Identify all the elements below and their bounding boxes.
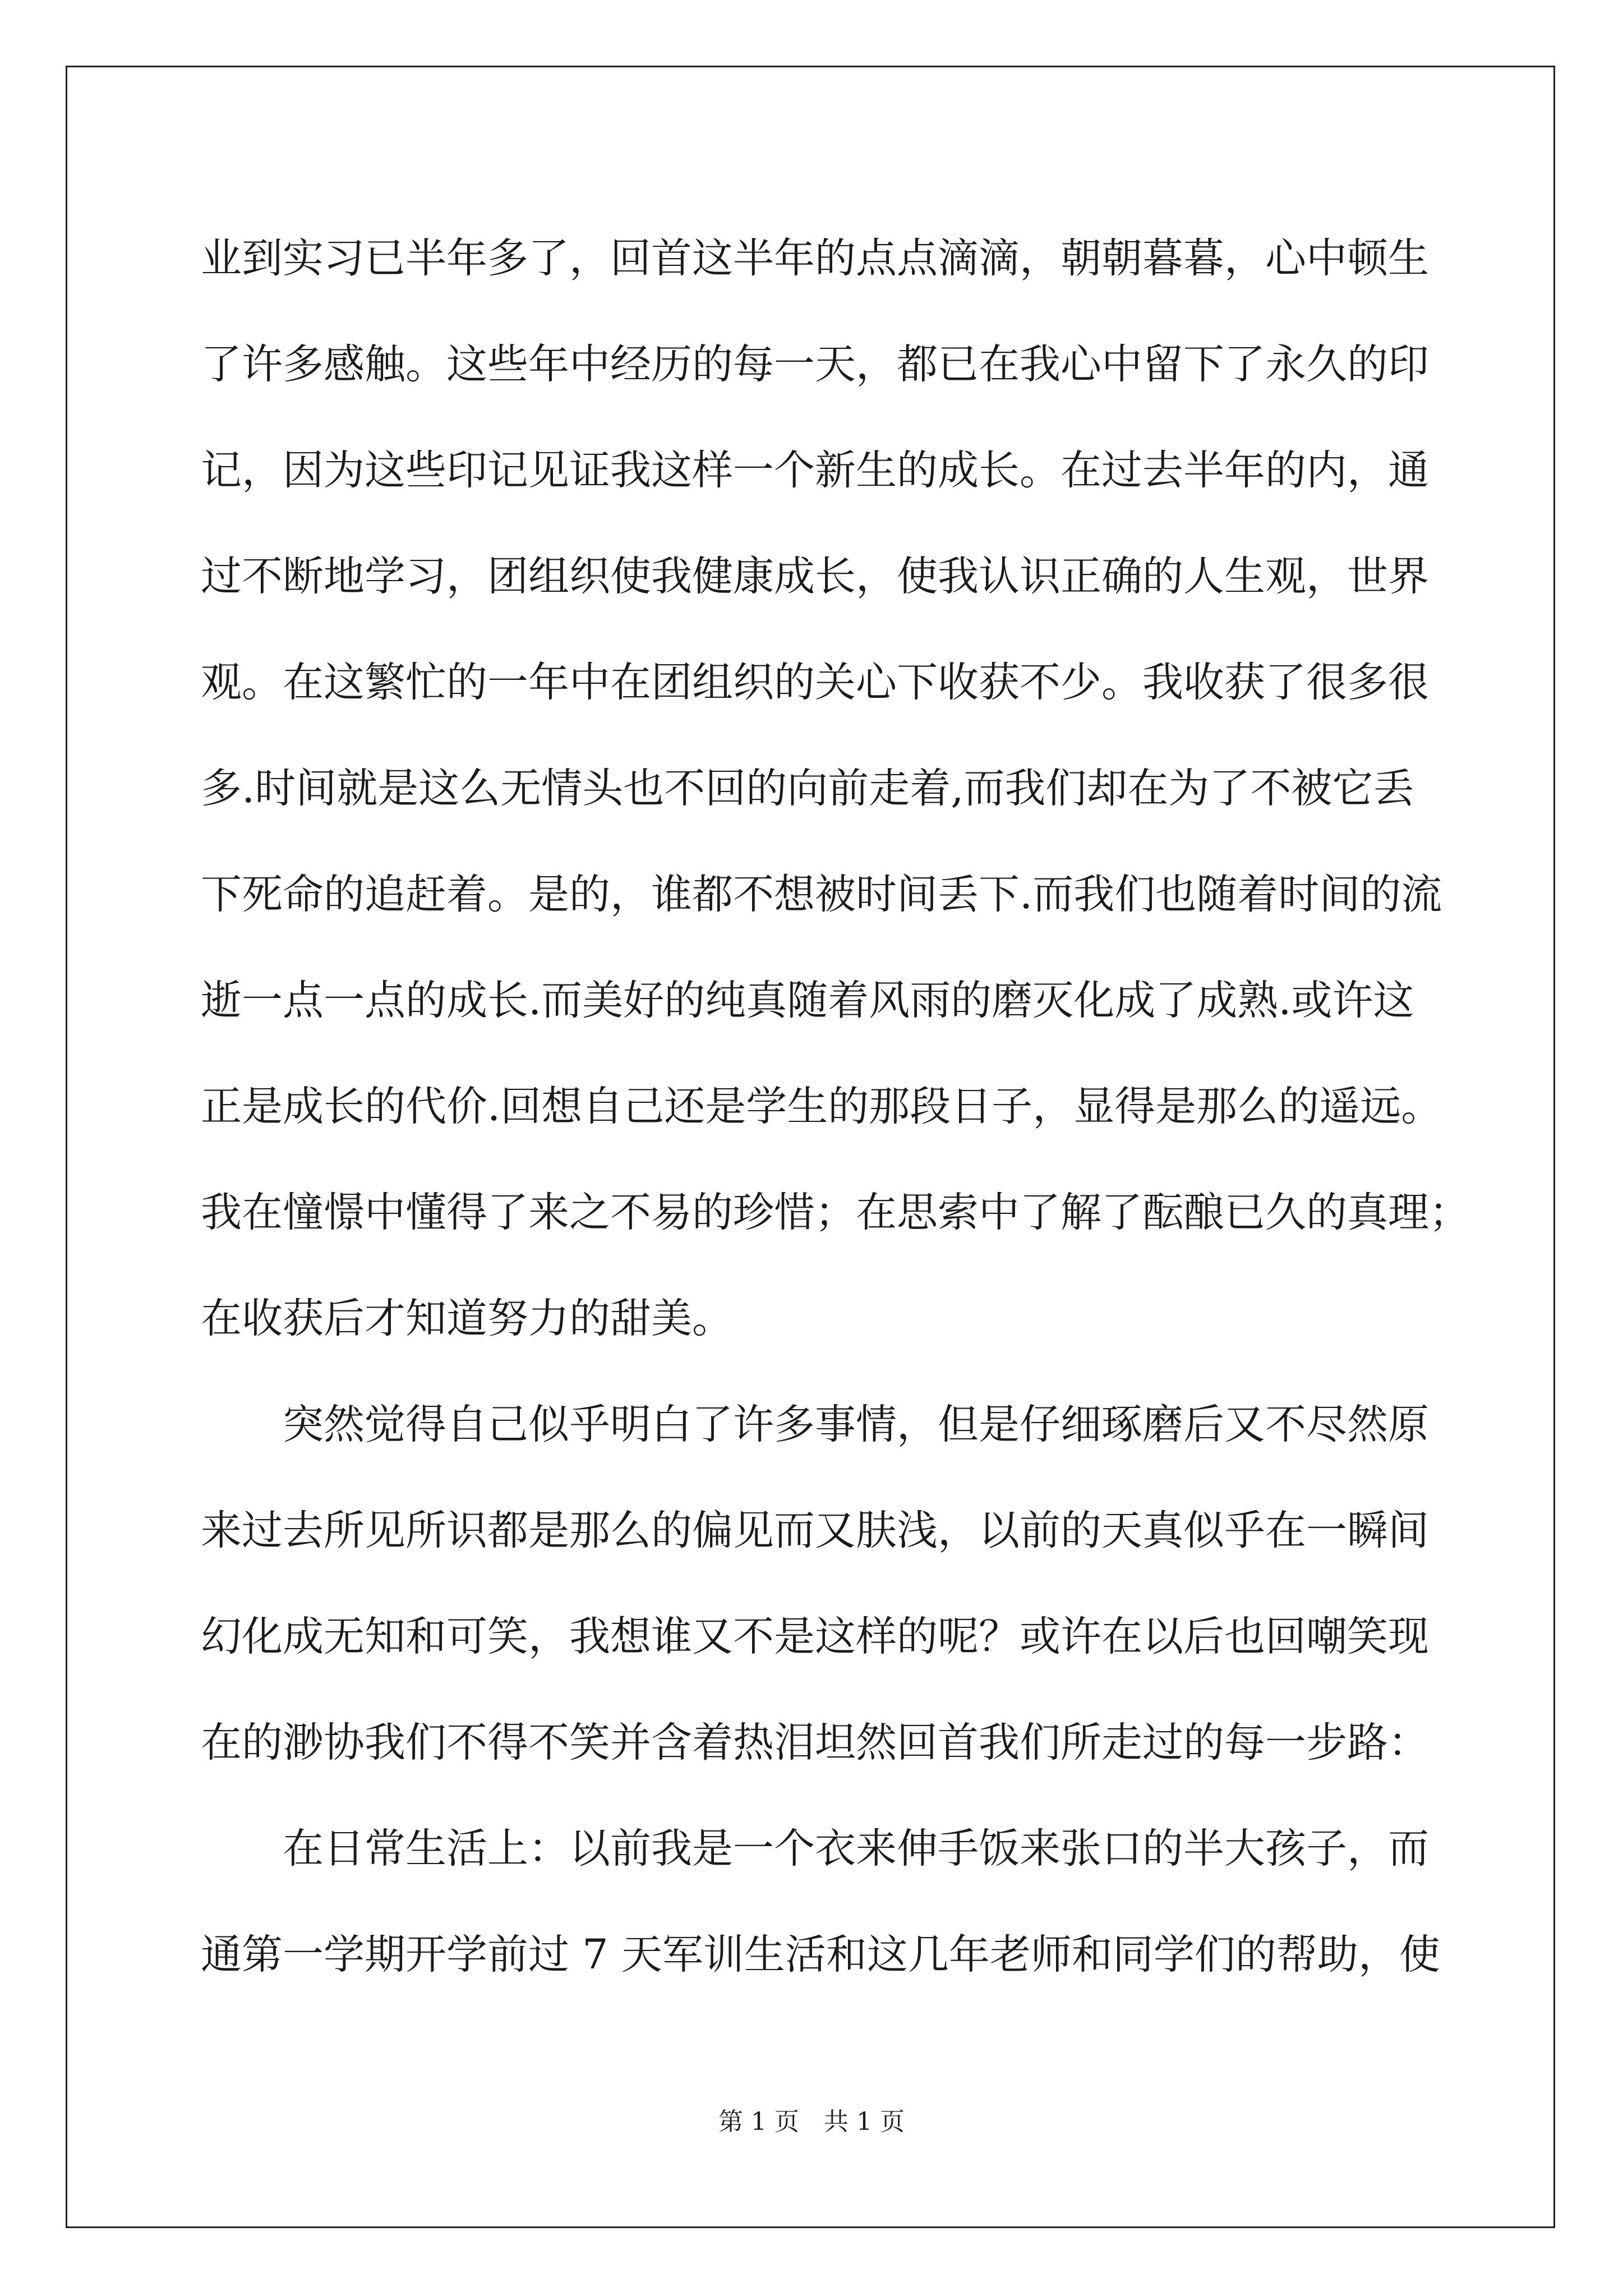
text-line: 幻化成无知和可笑，我想谁又不是这样的呢？或许在以后也回嘲笑现	[201, 1613, 1429, 1660]
text-line: 过不断地学习，团组织使我健康成长，使我认识正确的人生观，世界	[201, 553, 1429, 600]
document-body	[201, 205, 1470, 2008]
text-line: 我在憧憬中懂得了来之不易的珍惜；在思索中了解了酝酿已久的真理；	[201, 1189, 1470, 1236]
paragraph-start-line: 在日常生活上：以前我是一个衣来伸手饭来张口的半大孩子，而	[283, 1825, 1429, 1872]
paragraph-start-line: 突然觉得自己似乎明白了许多事情，但是仔细琢磨后又不尽然原	[283, 1401, 1429, 1448]
text-line: 来过去所见所识都是那么的偏见而又肤浅，以前的天真似乎在一瞬间	[201, 1507, 1429, 1554]
text-line: 多.时间就是这么无情头也不回的向前走着,而我们却在为了不被它丢	[201, 765, 1414, 812]
text-line: 业到实习已半年多了，回首这半年的点点滴滴，朝朝暮暮，心中顿生	[201, 234, 1429, 282]
text-line: 正是成长的代价.回想自己还是学生的那段日子，显得是那么的遥远。	[201, 1083, 1442, 1130]
text-line: 在的渺协我们不得不笑并含着热泪坦然回首我们所走过的每一步路：	[201, 1719, 1429, 1766]
text-line: 通第一学期开学前过 7 天军训生活和这几年老师和同学们的帮助，使	[201, 1931, 1440, 1978]
text-line: 观。在这繁忙的一年中在团组织的关心下收获不少。我收获了很多很	[201, 659, 1429, 706]
page-footer	[0, 2101, 1623, 2137]
page-total: 共 1 页	[824, 2108, 905, 2136]
text-line: 逝一点一点的成长.而美好的纯真随着风雨的磨灭化成了成熟.或许这	[201, 977, 1414, 1024]
page-number: 第 1 页	[718, 2108, 799, 2136]
text-line: 了许多感触。这些年中经历的每一天，都已在我心中留下了永久的印	[201, 341, 1429, 388]
text-line: 记，因为这些印记见证我这样一个新生的成长。在过去半年的内，通	[201, 447, 1429, 494]
text-line: 下死命的追赶着。是的，谁都不想被时间丢下.而我们也随着时间的流	[201, 871, 1442, 918]
text-line: 在收获后才知道努力的甜美。	[201, 1295, 733, 1342]
